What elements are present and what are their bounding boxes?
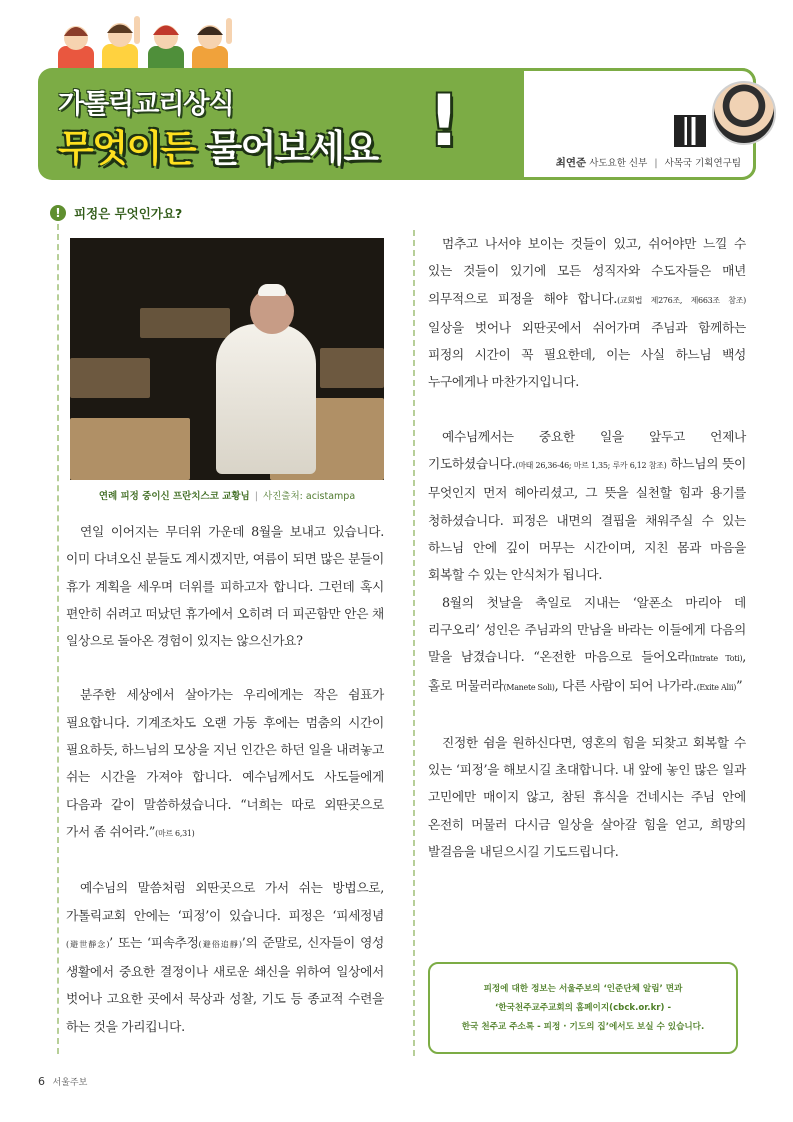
scripture-reference: (마르 6,31) bbox=[155, 828, 195, 838]
series-kicker: 가톨릭교리상식 bbox=[58, 89, 234, 120]
left-paragraph-3 bbox=[66, 874, 384, 1040]
right-paragraph-2-a: 예수님께서는 중요한 일을 앞두고 언제나 기도하셨습니다. bbox=[428, 428, 746, 472]
left-paragraph-3-a: 예수님의 말씀처럼 외딴곳으로 가서 쉬는 방법으로, 가톨릭교회 안에는 ‘피정’이 있습니다. 피정은 ‘피세정념 bbox=[66, 880, 384, 923]
latin-phrase-1: (Intrate Toti) bbox=[689, 654, 743, 664]
photo-caption-text: 연례 피정 중이신 프란치스코 교황님 bbox=[98, 491, 250, 502]
canon-law-reference: (교회법 제276조, 제663조 참조) bbox=[617, 295, 746, 305]
retreat-info-box bbox=[428, 962, 738, 1054]
headline-highlight: 무엇이든 bbox=[58, 127, 195, 170]
article-photo bbox=[70, 238, 384, 480]
info-line-3: 한국 천주교 주소록 - 피정 · 기도의 집’에서도 보실 수 있습니다. bbox=[461, 1021, 705, 1032]
headline-rest: 물어보세요 bbox=[206, 127, 378, 170]
right-paragraph-4: 진정한 쉼을 원하신다면, 영혼의 힘을 되찾고 회복할 수 있는 ‘피정’을 해보시길 초대합니다. 내 앞에 놓인 많은 일과 고민에만 매이지 않고, 참된 휴식을 건네시는 주님 안에 온전히 머물러 다시금 일상을 살아갈 힘을 얻고, 희망의 발걸음을 내딛으시길 기도드립니다. bbox=[428, 734, 746, 859]
right-paragraph-1-b: 일상을 벗어나 외딴곳에서 쉬어가며 주님과 함께하는 피정의 시간이 꼭 필요한데, 이는 사실 하느님 백성 누구에게나 마찬가지입니다. bbox=[428, 319, 746, 390]
question-heading bbox=[50, 204, 182, 222]
author-byline bbox=[556, 155, 741, 170]
left-paragraph-3-c: ’의 준말로, 신자들이 영성 생활에서 중요한 결정이나 새로운 쇄신을 위하여 일상에서 벗어나 고요한 곳에서 묵상과 성찰, 기도 등 종교적 수련을 하는 것을 가리킵니다. bbox=[66, 934, 384, 1034]
center-dashed-divider bbox=[413, 230, 415, 1056]
publication-name: 서울주보 bbox=[52, 1078, 88, 1088]
qr-code-icon bbox=[674, 115, 706, 147]
photo-source: 사진출처: acistampa bbox=[262, 491, 356, 502]
headline bbox=[58, 118, 378, 172]
author-title: 사도요한 신부 bbox=[589, 158, 648, 169]
right-column bbox=[428, 230, 746, 865]
latin-phrase-3: (Exite Alii) bbox=[696, 683, 737, 693]
left-paragraph-2-text: 분주한 세상에서 살아가는 우리에게는 작은 쉼표가 필요합니다. 기계조차도 오랜 가동 후에는 멈춤의 시간이 필요하듯, 하느님의 모상을 지닌 인간은 하던 일을 내려놓고 쉬는 시간을 가져야 합니다. 예수님께서도 사도들에게 다음과 같이 말씀하셨습니다. “너희는 따로 외딴곳으로 가서 좀 쉬어라.” bbox=[66, 687, 384, 839]
latin-phrase-2: (Manete Soli) bbox=[503, 683, 555, 693]
info-line-2: ‘한국천주교주교회의 홈페이지(cbck.or.kr) - bbox=[494, 1002, 672, 1013]
right-paragraph-2-b: 하느님의 뜻이 무엇인지 먼저 헤아리셨고, 그 뜻을 실천할 힘과 용기를 청하셨습니다. 피정은 내면의 결핍을 채워주실 수 있는 하느님 안에 깊이 머무는 시간이며, 지친 몸과 마음을 회복할 수 있는 안식처가 됩니다. bbox=[428, 456, 746, 583]
hanja-annotation-2: (避俗追靜) bbox=[198, 939, 242, 949]
gospel-reference: (마태 26,36-46; 마르 1,35; 루카 6,12 참조) bbox=[515, 461, 667, 471]
right-paragraph-1-a: 멈추고 나서야 보이는 것들이 있고, 쉬어야만 느낄 수 있는 것들이 있기에 모든 성직자와 수도자들은 매년 의무적으로 피정을 해야 합니다. bbox=[428, 236, 746, 306]
exclamation-circle-icon: ! bbox=[50, 205, 66, 221]
right-paragraph-3 bbox=[428, 589, 746, 702]
right-paragraph-3-d: ” bbox=[736, 678, 743, 694]
byline-divider: | bbox=[654, 158, 658, 169]
page-number: 6 bbox=[38, 1075, 45, 1088]
photo-caption bbox=[70, 488, 384, 502]
right-paragraph-3-b: , 홀로 머물러라 bbox=[428, 649, 747, 694]
left-paragraph-3-b: ’ 또는 ‘피속추정 bbox=[109, 934, 199, 950]
page-footer bbox=[38, 1075, 87, 1088]
author-org: 사목국 기획연구팀 bbox=[664, 158, 741, 169]
author-photo bbox=[712, 81, 776, 145]
right-paragraph-1 bbox=[428, 230, 746, 396]
info-line-1: 피정에 대한 정보는 서울주보의 ‘인준단체 알림’ 면과 bbox=[483, 983, 683, 994]
left-dashed-guide bbox=[57, 224, 59, 1054]
left-paragraph-2 bbox=[66, 681, 384, 847]
left-paragraph-1: 연일 이어지는 무더위 가운데 8월을 보내고 있습니다. 이미 다녀오신 분들도 계시겠지만, 여름이 되면 많은 분들이 휴가 계획을 세우며 더위를 피하고자 합니다. 그런데 혹시 편안히 쉬려고 떠났던 휴가에서 오히려 더 피곤함만 안은 채 일상으로 돌아온 경험이 있지는 않으신가요? bbox=[66, 524, 384, 649]
header-banner bbox=[38, 68, 756, 180]
hanja-annotation-1: (避世靜念) bbox=[66, 939, 110, 949]
left-column bbox=[66, 518, 384, 1040]
right-paragraph-2 bbox=[428, 423, 746, 589]
author-panel bbox=[521, 68, 756, 180]
right-paragraph-3-a: 8월의 첫날을 축일로 지내는 ‘알폰소 마리아 데 리구오리’ 성인은 주님과의 만남을 바라는 이들에게 다음의 말을 남겼습니다. “온전한 마음으로 들어오라 bbox=[428, 594, 746, 665]
exclamation-mark: ! bbox=[428, 80, 460, 162]
author-name: 최연준 bbox=[555, 157, 587, 169]
caption-divider: | bbox=[254, 491, 258, 502]
right-paragraph-3-c: , 다른 사람이 되어 나가라. bbox=[554, 678, 697, 694]
question-text: 피정은 무엇인가요? bbox=[74, 206, 183, 221]
